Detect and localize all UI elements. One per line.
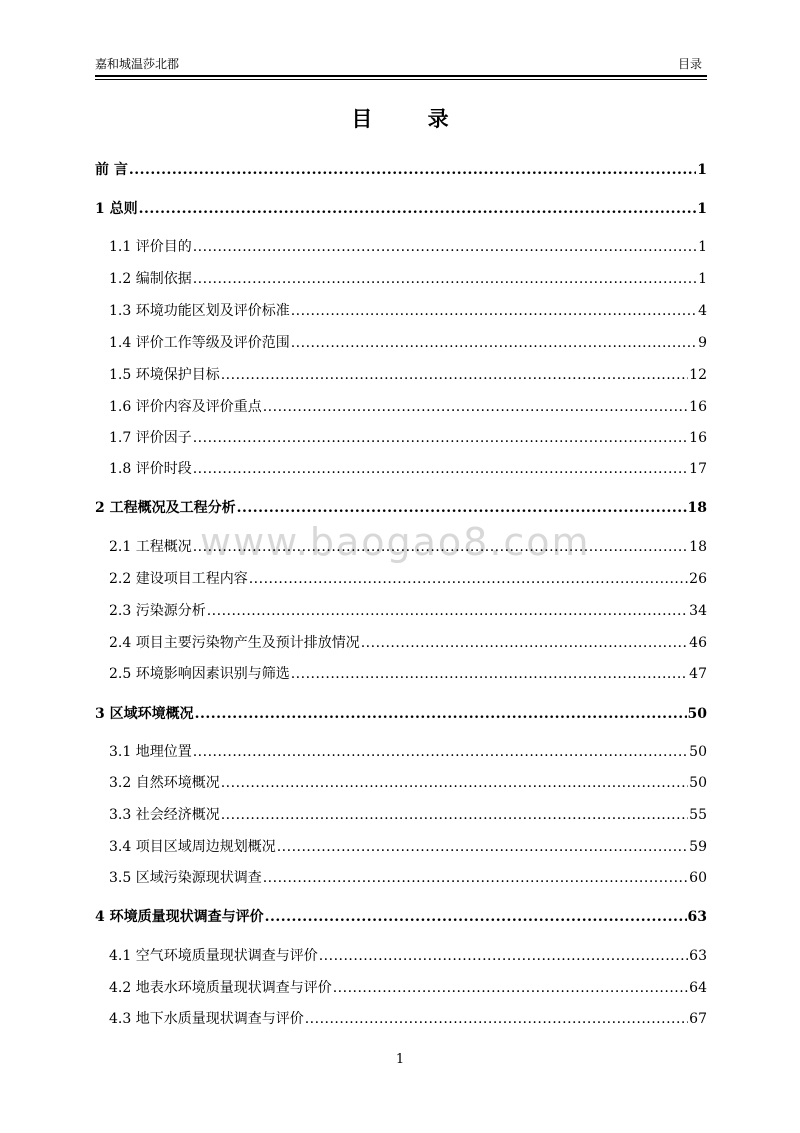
toc-entry-page: 67 — [689, 1011, 707, 1027]
toc-dot-leader — [263, 867, 688, 889]
toc-dot-leader — [249, 568, 688, 590]
toc-entry-label: 1 总则 — [95, 201, 138, 217]
toc-dot-leader — [265, 906, 687, 928]
toc-entry-page: 26 — [689, 571, 707, 587]
toc-dot-leader — [361, 632, 688, 654]
toc-entry-label: 4.1 空气环境质量现状调查与评价 — [109, 948, 318, 964]
toc-entry-page: 63 — [687, 909, 707, 925]
toc-entry-page: 60 — [689, 870, 707, 886]
toc-entry-label: 1.8 评价时段 — [109, 461, 192, 477]
toc-dot-leader — [291, 663, 688, 685]
toc-dot-leader — [305, 1008, 688, 1030]
toc-entry-page: 1 — [697, 201, 707, 217]
toc-section-entry[interactable] — [109, 772, 707, 794]
toc-section-entry[interactable] — [109, 1008, 707, 1030]
toc-section-entry[interactable] — [109, 427, 707, 449]
toc-section-entry[interactable] — [109, 600, 707, 622]
toc-chapter-entry[interactable] — [95, 159, 707, 181]
toc-entry-page: 64 — [689, 980, 707, 996]
toc-dot-leader — [193, 236, 697, 258]
toc-entry-label: 3.1 地理位置 — [109, 744, 192, 760]
toc-entry-label: 1.2 编制依据 — [109, 271, 192, 287]
toc-section-entry[interactable] — [109, 236, 707, 258]
toc-entry-page: 63 — [689, 948, 707, 964]
toc-entry-page: 16 — [689, 399, 707, 415]
toc-entry-page: 1 — [697, 162, 707, 178]
toc-section-entry[interactable] — [109, 568, 707, 590]
toc-entry-label: 3.2 自然环境概况 — [109, 775, 220, 791]
toc-dot-leader — [221, 772, 688, 794]
toc-entry-label: 2.2 建设项目工程内容 — [109, 571, 248, 587]
toc-dot-leader — [193, 741, 688, 763]
toc-dot-leader — [139, 198, 697, 220]
toc-entry-label: 1.3 环境功能区划及评价标准 — [109, 303, 290, 319]
toc-entry-page: 1 — [698, 271, 707, 287]
toc-entry-label: 4.2 地表水环境质量现状调查与评价 — [109, 980, 332, 996]
toc-dot-leader — [193, 427, 688, 449]
toc-entry-label: 4 环境质量现状调查与评价 — [95, 909, 264, 925]
toc-entry-label: 4.3 地下水质量现状调查与评价 — [109, 1011, 304, 1027]
toc-section-entry[interactable] — [109, 945, 707, 967]
toc-entry-label: 前 言 — [95, 162, 128, 178]
toc-dot-leader — [207, 600, 688, 622]
toc-entry-page: 34 — [689, 603, 707, 619]
toc-entry-label: 2.5 环境影响因素识别与筛选 — [109, 666, 290, 682]
toc-entry-label: 1.4 评价工作等级及评价范围 — [109, 335, 290, 351]
toc-entry-page: 47 — [689, 666, 707, 682]
toc-section-entry[interactable] — [109, 268, 707, 290]
toc-section-entry[interactable] — [109, 300, 707, 322]
toc-entry-label: 1.5 环境保护目标 — [109, 367, 220, 383]
toc-entry-label: 2.3 污染源分析 — [109, 603, 206, 619]
toc-chapter-entry[interactable] — [95, 198, 707, 220]
toc-section-entry[interactable] — [109, 836, 707, 858]
toc-entry-page: 17 — [689, 461, 707, 477]
toc-dot-leader — [221, 804, 688, 826]
toc-entry-label: 1.1 评价目的 — [109, 239, 192, 255]
toc-entry-label: 3.4 项目区域周边规划概况 — [109, 839, 276, 855]
toc-dot-leader — [195, 703, 687, 725]
toc-dot-leader — [277, 836, 688, 858]
toc-dot-leader — [333, 977, 688, 999]
toc-entry-page: 16 — [689, 430, 707, 446]
toc-dot-leader — [263, 396, 688, 418]
toc-entry-label: 1.7 评价因子 — [109, 430, 192, 446]
toc-entry-page: 4 — [698, 303, 707, 319]
toc-section-entry[interactable] — [109, 332, 707, 354]
toc-section-entry[interactable] — [109, 632, 707, 654]
toc-dot-leader — [193, 458, 688, 480]
toc-entry-label: 2.4 项目主要污染物产生及预计排放情况 — [109, 635, 360, 651]
toc-entry-label: 3.5 区域污染源现状调查 — [109, 870, 262, 886]
toc-chapter-entry[interactable] — [95, 703, 707, 725]
watermark: www.baogao8.com — [200, 520, 591, 564]
toc-dot-leader — [291, 300, 697, 322]
toc-entry-label: 2 工程概况及工程分析 — [95, 500, 236, 516]
toc-entry-page: 18 — [689, 539, 707, 555]
running-header-section: 目录 — [677, 57, 702, 71]
toc-entry-page: 46 — [689, 635, 707, 651]
toc-title: 目 录 — [351, 106, 473, 131]
header-rule-thick — [95, 75, 707, 77]
toc-entry-label: 1.6 评价内容及评价重点 — [109, 399, 262, 415]
toc-section-entry[interactable] — [109, 364, 707, 386]
toc-section-entry[interactable] — [109, 458, 707, 480]
toc-entry-page: 18 — [687, 500, 707, 516]
toc-entry-label: 3.3 社会经济概况 — [109, 807, 220, 823]
toc-section-entry[interactable] — [109, 741, 707, 763]
toc-entry-label: 2.1 工程概况 — [109, 539, 192, 555]
toc-section-entry[interactable] — [109, 804, 707, 826]
toc-dot-leader — [237, 497, 687, 519]
toc-section-entry[interactable] — [109, 977, 707, 999]
toc-chapter-entry[interactable] — [95, 906, 707, 928]
toc-entry-label: 3 区域环境概况 — [95, 706, 194, 722]
toc-entry-page: 50 — [687, 706, 707, 722]
toc-dot-leader — [193, 536, 688, 558]
toc-entry-page: 59 — [689, 839, 707, 855]
page-number: 1 — [395, 1052, 405, 1067]
toc-section-entry[interactable] — [109, 867, 707, 889]
toc-dot-leader — [291, 332, 697, 354]
toc-dot-leader — [129, 159, 696, 181]
toc-entry-page: 9 — [698, 335, 707, 351]
toc-entry-page: 12 — [689, 367, 707, 383]
toc-section-entry[interactable] — [109, 663, 707, 685]
toc-section-entry[interactable] — [109, 396, 707, 418]
toc-dot-leader — [193, 268, 697, 290]
toc-entry-page: 50 — [689, 775, 707, 791]
running-header-title: 嘉和城温莎北郡 — [95, 57, 180, 71]
toc-entry-page: 1 — [698, 239, 707, 255]
toc-section-entry[interactable] — [109, 536, 707, 558]
toc-dot-leader — [221, 364, 688, 386]
toc-entry-page: 55 — [689, 807, 707, 823]
header-rule-thin — [95, 79, 707, 80]
toc-entry-page: 50 — [689, 744, 707, 760]
toc-chapter-entry[interactable] — [95, 497, 707, 519]
toc-dot-leader — [319, 945, 688, 967]
